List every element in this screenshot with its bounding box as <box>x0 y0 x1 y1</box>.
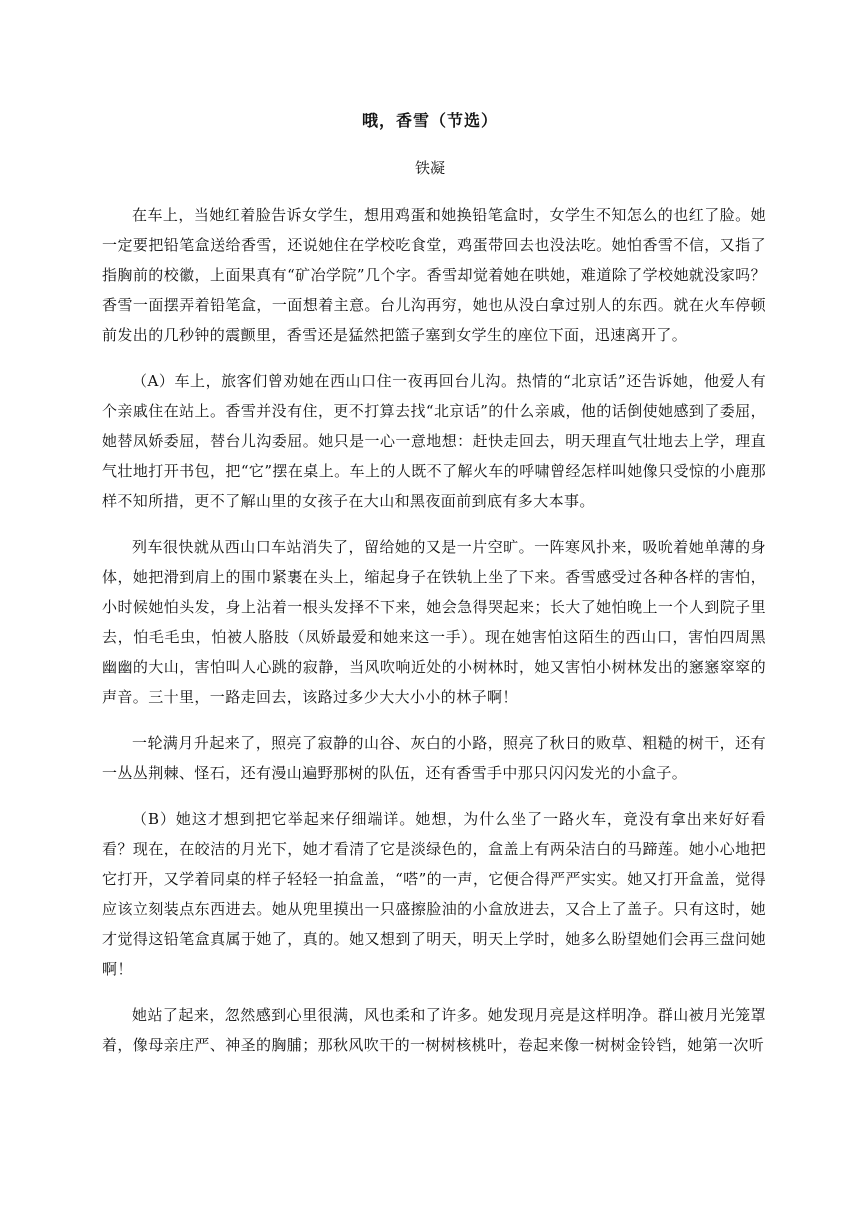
paragraph: 她站了起来，忽然感到心里很满，风也柔和了许多。她发现月亮是这样明净。群山被月光笼罩着，像母亲庄严、神圣的胸脯；那秋风吹干的一树树核桃叶，卷起来像一树树金铃铛，她第一次听 <box>102 1006 766 1054</box>
paragraph: 在车上，当她红着脸告诉女学生，想用鸡蛋和她换铅笔盒时，女学生不知怎么的也红了脸。她一定要把铅笔盒送给香雪，还说她住在学校吃食堂，鸡蛋带回去也没法吃。她怕香雪不信，又指了指胸前的校徽，上面果真有“矿冶学院”几个字。香雪却觉着她在哄她，难道除了学校她就没家吗？香雪一面摆弄着铅笔盒，一面想着主意。台儿沟再穷，她也从没白拿过别人的东西。就在火车停顿前发出的几秒钟的震颤里，香雪还是猛然把篮子塞到女学生的座位下面，迅速离开了。 <box>102 206 766 344</box>
document-body <box>102 200 766 1060</box>
paragraph: （A）车上，旅客们曾劝她在西山口住一夜再回台儿沟。热情的“北京话”还告诉她，他爱人有个亲戚住在站上。香雪并没有住，更不打算去找“北京话”的什么亲戚，他的话倒使她感到了委屈，她替凤娇委屈，替台儿沟委屈。她只是一心一意地想：赶快走回去，明天理直气壮地去上学，理直气壮地打开书包，把“它”摆在桌上。车上的人既不了解火车的呼啸曾经怎样叫她像只受惊的小鹿那样不知所措，更不了解山里的女孩子在大山和黑夜面前到底有多大本事。 <box>102 372 766 510</box>
paragraph: 列车很快就从西山口车站消失了，留给她的又是一片空旷。一阵寒风扑来，吸吮着她单薄的身体，她把滑到肩上的围巾紧裹在头上，缩起身子在铁轨上坐了下来。香雪感受过各种各样的害怕，小时候她怕头发，身上沾着一根头发择不下来，她会急得哭起来；长大了她怕晚上一个人到院子里去，怕毛毛虫，怕被人胳肢（凤娇最爱和她来这一手）。现在她害怕这陌生的西山口，害怕四周黑幽幽的大山，害怕叫人心跳的寂静，当风吹响近处的小树林时，她又害怕小树林发出的窸窸窣窣的声音。三十里，一路走回去，该路过多少大大小小的林子啊！ <box>102 538 766 706</box>
paragraph: （B）她这才想到把它举起来仔细端详。她想，为什么坐了一路火车，竟没有拿出来好好看看？现在，在皎洁的月光下，她才看清了它是淡绿色的，盒盖上有两朵洁白的马蹄莲。她小心地把它打开，又学着同桌的样子轻轻一拍盒盖，“嗒”的一声，它便合得严严实实。她又打开盒盖，觉得应该立刻装点东西进去。她从兜里摸出一只盛擦脸油的小盒放进去，又合上了盖子。只有这时，她才觉得这铅笔盒真属于她了，真的。她又想到了明天，明天上学时，她多么盼望她们会再三盘问她啊！ <box>102 810 766 978</box>
paragraph: 一轮满月升起来了，照亮了寂静的山谷、灰白的小路，照亮了秋日的败草、粗糙的树干，还有一丛丛荆棘、怪石，还有漫山遍野那树的队伍，还有香雪手中那只闪闪发光的小盒子。 <box>102 734 766 782</box>
document-title: 哦，香雪（节选） <box>361 111 498 130</box>
document-author: 铁凝 <box>414 159 445 177</box>
